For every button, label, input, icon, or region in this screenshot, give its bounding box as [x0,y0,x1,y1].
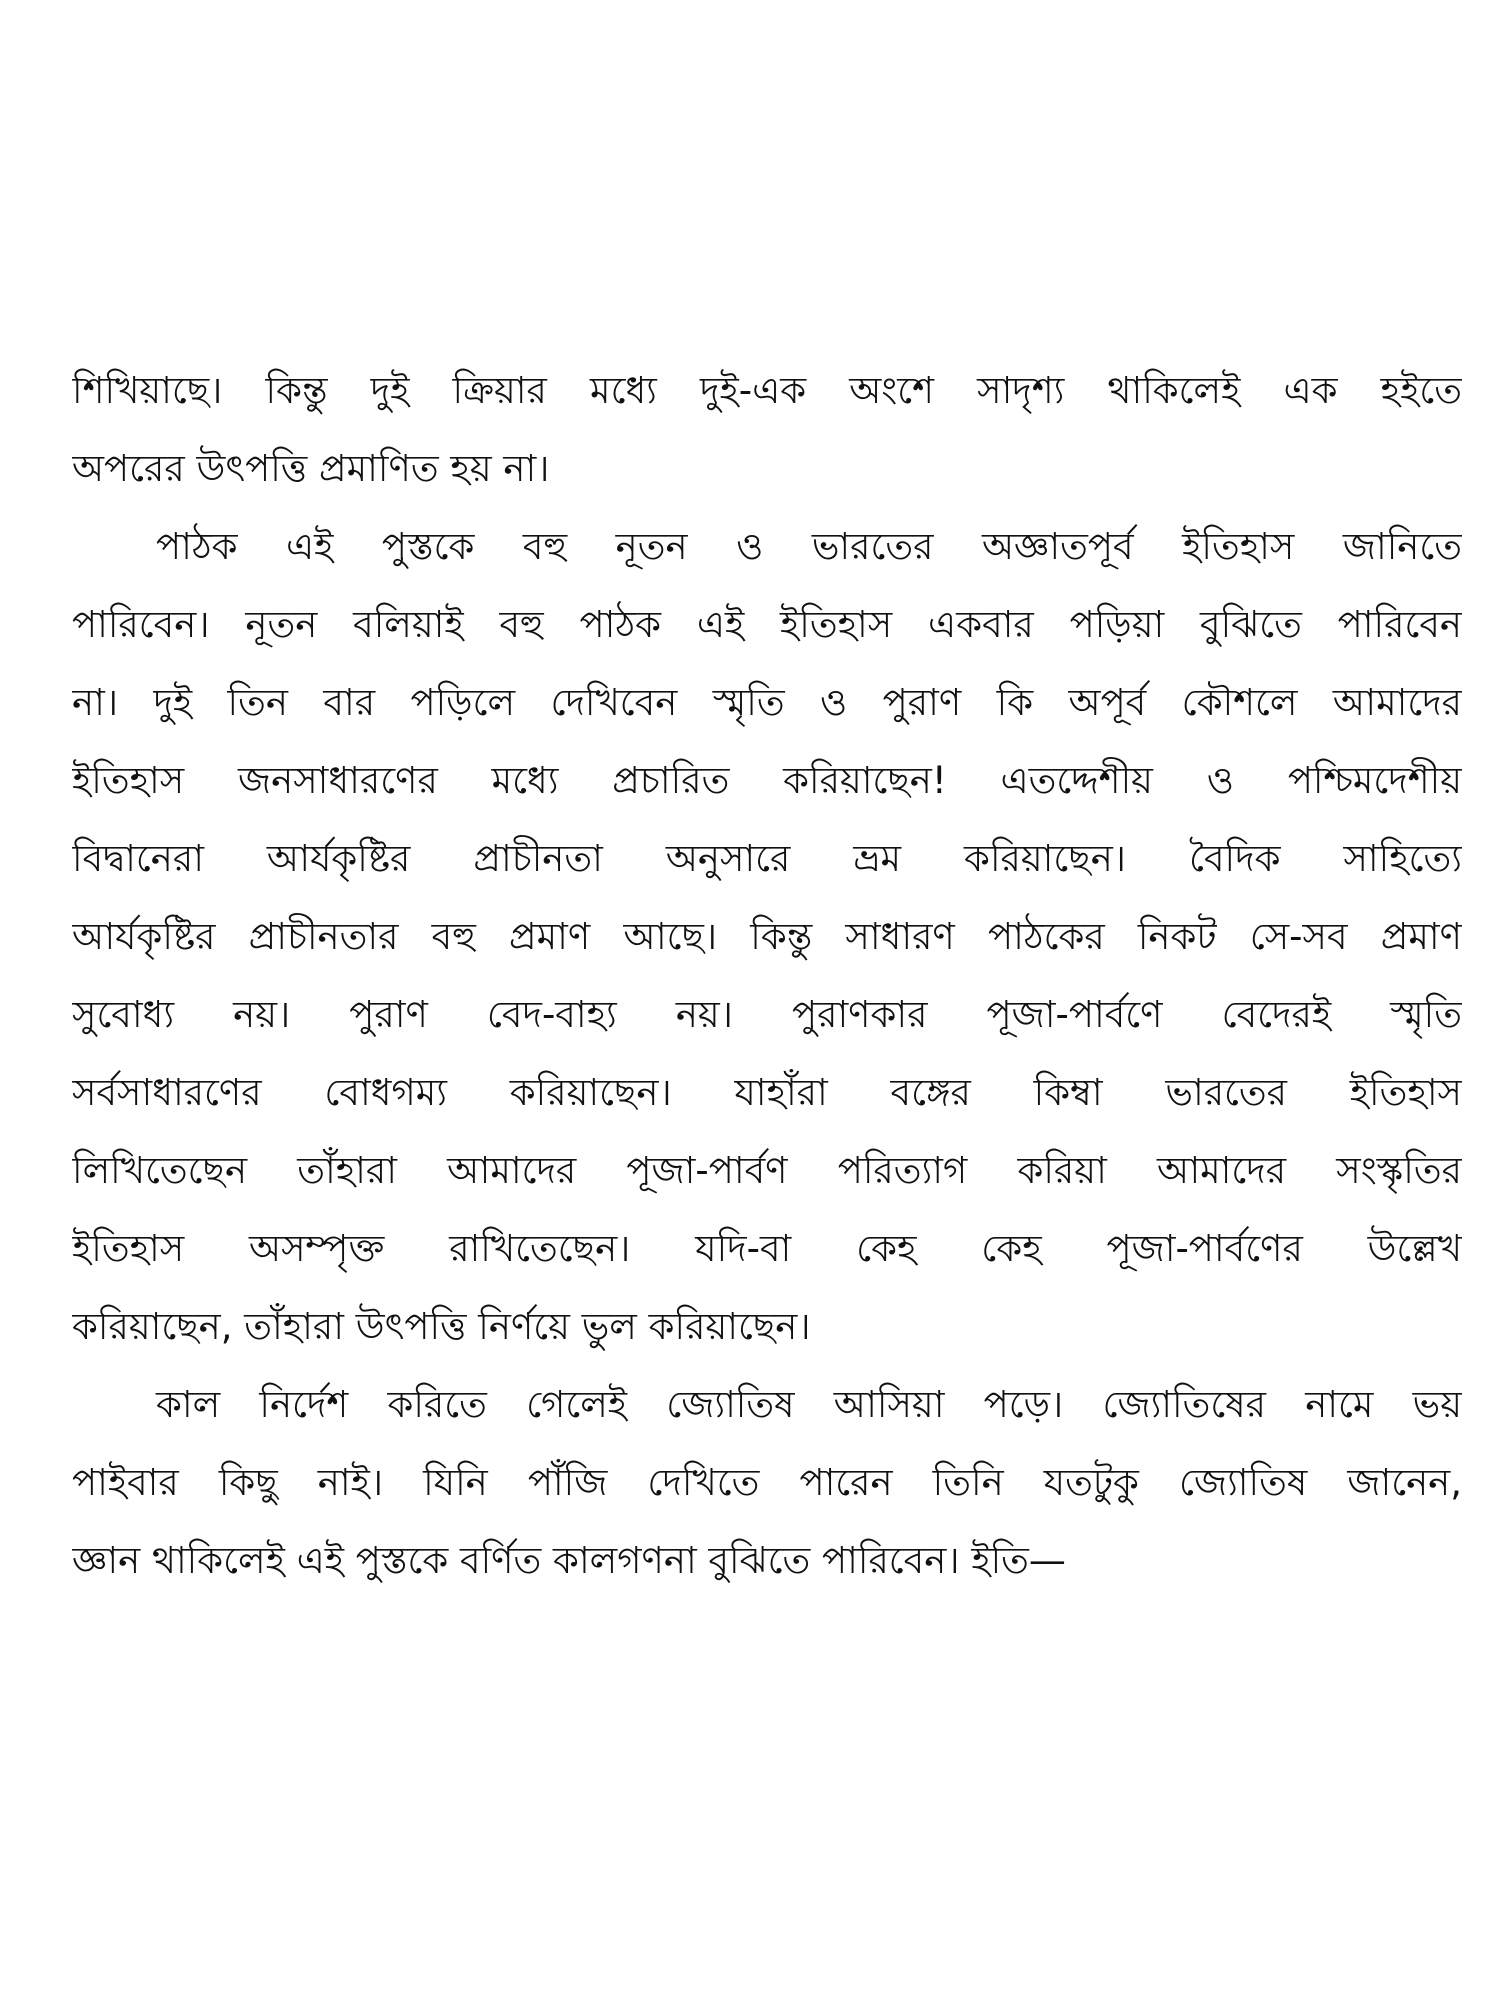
text-line: লিখিতেছেন তাঁহারা আমাদের পূজা-পার্বণ পরিত্যাগ করিয়া আমাদের সংস্কৃতির [72,1149,1462,1192]
body-text [72,352,1462,1600]
text-line: জ্ঞান থাকিলেই এই পুস্তকে বর্ণিত কালগণনা বুঝিতে পারিবেন। ইতি— [72,1539,1066,1582]
text-line: ইতিহাস অসম্পৃক্ত রাখিতেছেন। যদি-বা কেহ কেহ পূজা-পার্বণের উল্লেখ [72,1227,1462,1270]
text-line: ইতিহাস জনসাধারণের মধ্যে প্রচারিত করিয়াছেন! এতদ্দেশীয় ও পশ্চিমদেশীয় [72,759,1462,802]
text-line: করিয়াছেন, তাঁহারা উৎপত্তি নির্ণয়ে ভুল করিয়াছেন। [72,1305,811,1348]
text-line: পারিবেন। নূতন বলিয়াই বহু পাঠক এই ইতিহাস একবার পড়িয়া বুঝিতে পারিবেন [72,603,1462,646]
text-line: সুবোধ্য নয়। পুরাণ বেদ-বাহ্য নয়। পুরাণকার পূজা-পার্বণে বেদেরই স্মৃতি [72,993,1462,1036]
text-line: আর্যকৃষ্টির প্রাচীনতার বহু প্রমাণ আছে। কিন্তু সাধারণ পাঠকের নিকট সে-সব প্রমাণ [72,915,1462,958]
text-line: পাইবার কিছু নাই। যিনি পাঁজি দেখিতে পারেন তিনি যতটুকু জ্যোতিষ জানেন, [72,1461,1462,1504]
text-line: শিখিয়াছে। কিন্তু দুই ক্রিয়ার মধ্যে দুই-এক অংশে সাদৃশ্য থাকিলেই এক হইতে [72,369,1462,412]
text-line: অপরের উৎপত্তি প্রমাণিত হয় না। [72,447,550,490]
text-line: সর্বসাধারণের বোধগম্য করিয়াছেন। যাহাঁরা বঙ্গের কিম্বা ভারতের ইতিহাস [72,1071,1462,1114]
text-line: কাল নির্দেশ করিতে গেলেই জ্যোতিষ আসিয়া পড়ে। জ্যোতিষের নামে ভয় [156,1383,1462,1426]
text-line: না। দুই তিন বার পড়িলে দেখিবেন স্মৃতি ও পুরাণ কি অপূর্ব কৌশলে আমাদের [72,681,1462,724]
text-line: পাঠক এই পুস্তকে বহু নূতন ও ভারতের অজ্ঞাতপূর্ব ইতিহাস জানিতে [156,525,1462,568]
text-line: বিদ্বানেরা আর্যকৃষ্টির প্রাচীনতা অনুসারে ভ্রম করিয়াছেন। বৈদিক সাহিত্যে [72,837,1462,880]
